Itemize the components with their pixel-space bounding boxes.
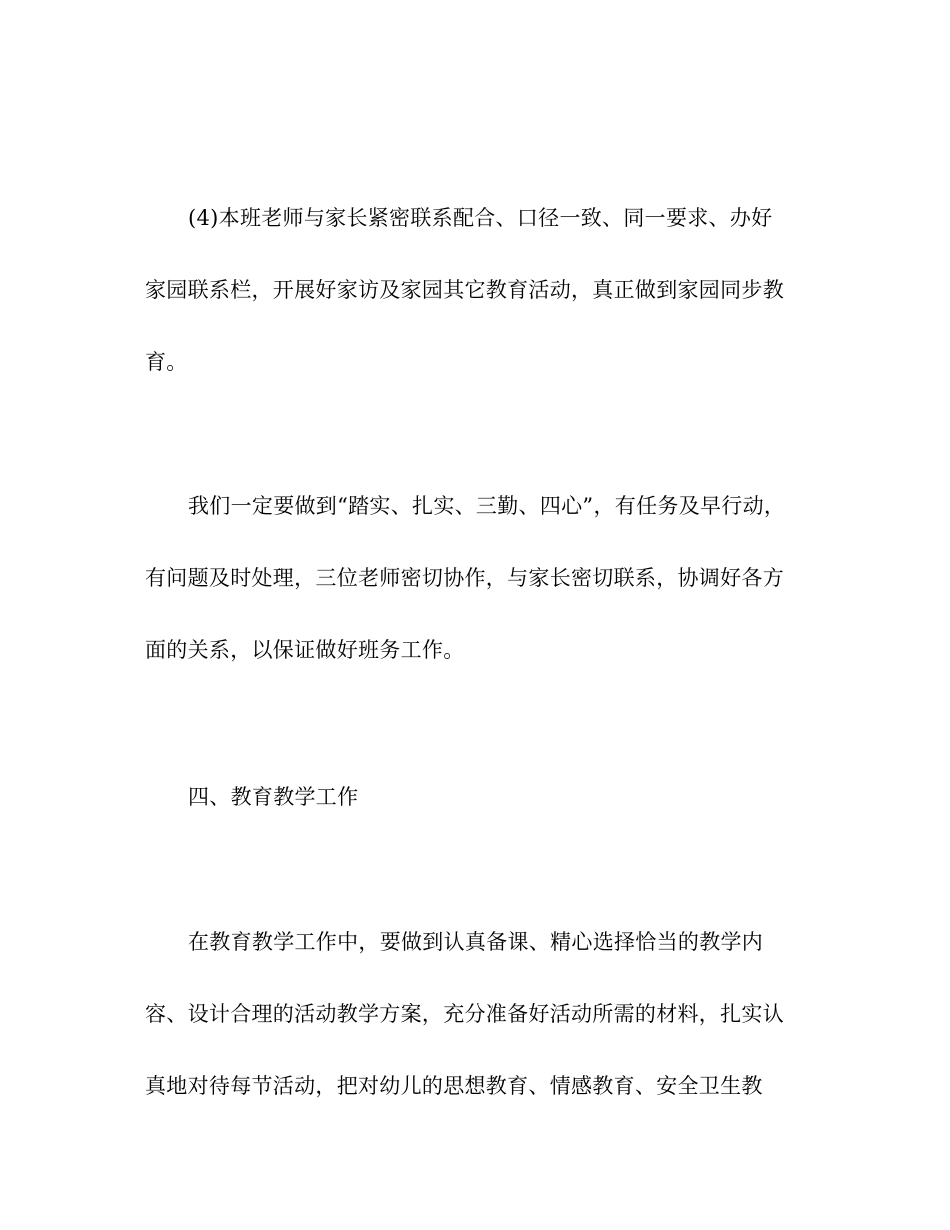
paragraph-2-line-2: 有问题及时处理，三位老师密切协作，与家长密切联系，协调好各方 <box>145 566 784 590</box>
paragraph-4-line-3: 真地对待每节活动，把对幼儿的思想教育、情感教育、安全卫生教 <box>145 1074 763 1098</box>
paragraph-1-line-3: 育。 <box>145 350 188 374</box>
section-heading: 四、教育教学工作 <box>188 785 359 809</box>
paragraph-2-line-1: 我们一定要做到“踏实、扎实、三勤、四心”，有任务及早行动， <box>188 494 786 518</box>
paragraph-1-line-1: (4)本班老师与家长紧密联系配合、口径一致、同一要求、办好 <box>188 206 773 230</box>
paragraph-1-line-2: 家园联系栏，开展好家访及家园其它教育活动，真正做到家园同步教 <box>145 278 784 302</box>
paragraph-4-line-2: 容、设计合理的活动教学方案，充分准备好活动所需的材料，扎实认 <box>145 1002 784 1026</box>
paragraph-2-line-3: 面的关系，以保证做好班务工作。 <box>145 638 465 662</box>
paragraph-4-line-1: 在教育教学工作中，要做到认真备课、精心选择恰当的教学内 <box>188 930 764 954</box>
